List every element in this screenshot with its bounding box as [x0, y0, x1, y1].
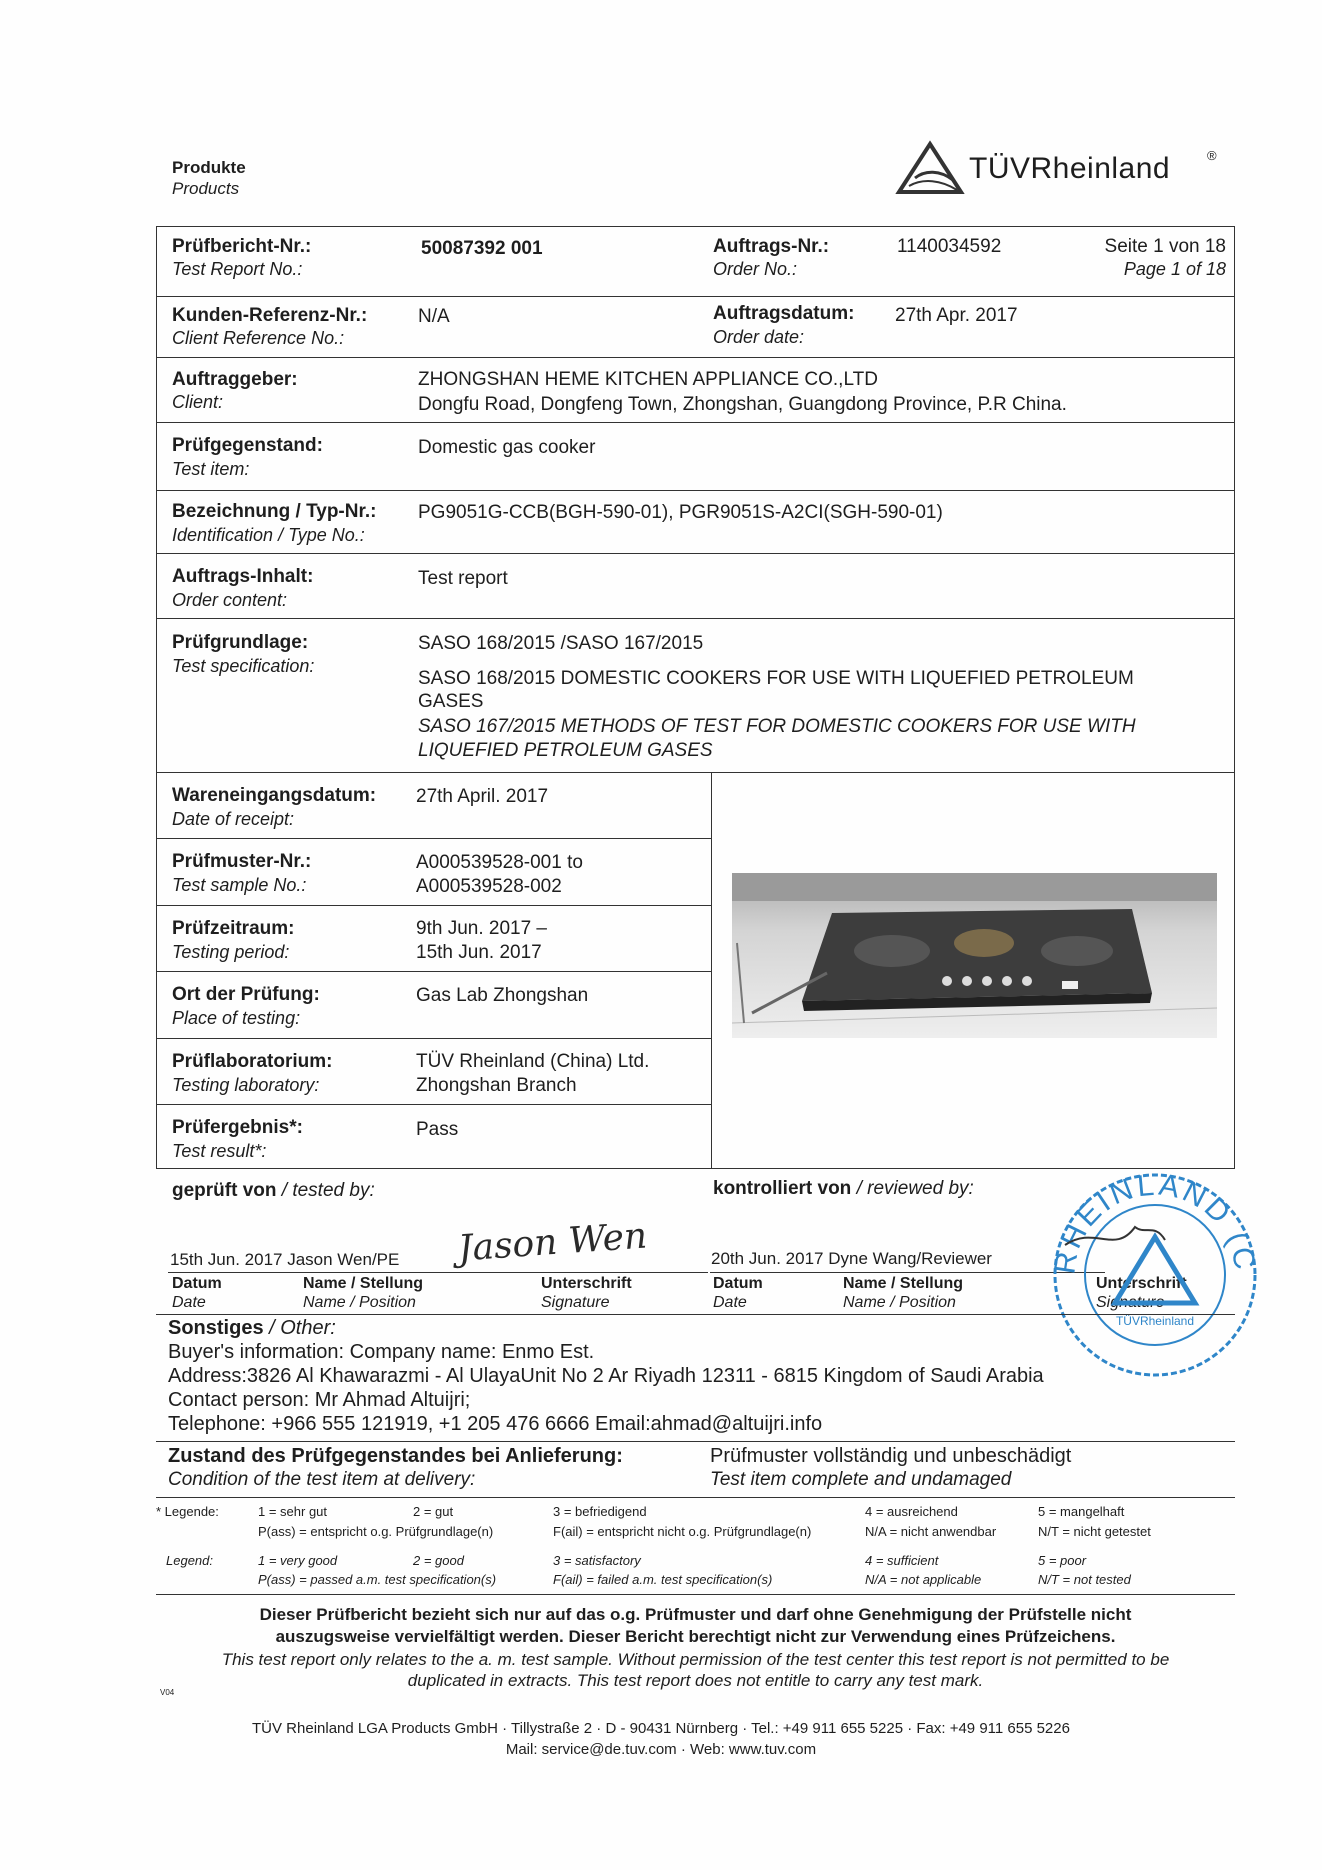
test-spec-label-en: Test specification: [172, 656, 315, 676]
test-spec-value: SASO 168/2015 /SASO 167/2015 [418, 633, 704, 654]
client-name: ZHONGSHAN HEME KITCHEN APPLIANCE CO.,LTD [418, 369, 878, 390]
section-title-de: Produkte [172, 158, 246, 177]
sample-no-line2: A000539528-002 [416, 876, 562, 897]
other-line2: Address:3826 Al Khawarazmi - Al UlayaUnit No 2 Ar Riyadh 12311 - 6815 Kingdom of Saudi Arabia [168, 1365, 1044, 1387]
stamp-ring-text: RHEINLAND (C [1048, 1168, 1262, 1277]
test-item-label-de: Prüfgegenstand: [172, 435, 323, 456]
place-value: Gas Lab Zhongshan [416, 985, 589, 1006]
order-no-label-en: Order No.: [713, 259, 798, 279]
other-line1: Buyer's information: Company name: Enmo Est. [168, 1341, 595, 1363]
test-spec-desc2: SASO 167/2015 METHODS OF TEST FOR DOMESTIC COOKERS FOR USE WITH [418, 716, 1136, 737]
identification-value: PG9051G-CCB(BGH-590-01), PGR9051S-A2CI(SGH-590-01) [418, 502, 943, 523]
legend-de-1: 1 = sehr gut [258, 1504, 328, 1519]
product-photo [732, 873, 1217, 1038]
stamp-inner-text: TÜVRheinland [1115, 1314, 1195, 1328]
report-no-label-en: Test Report No.: [172, 259, 303, 279]
legend-en-nt: N/T = not tested [1038, 1572, 1131, 1587]
legend-de-3: 3 = befriedigend [553, 1504, 647, 1519]
testing-period-line1: 9th Jun. 2017 – [416, 918, 547, 939]
legend-en-na: N/A = not applicable [865, 1572, 982, 1587]
order-no-label-de: Auftrags-Nr.: [713, 236, 830, 257]
order-date-value: 27th Apr. 2017 [895, 305, 1018, 326]
order-date-label-en: Order date: [713, 327, 805, 347]
order-content-label-de: Auftrags-Inhalt: [172, 566, 314, 587]
test-spec-desc2b: LIQUEFIED PETROLEUM GASES [418, 740, 713, 761]
legend-en-3: 3 = satisfactory [553, 1553, 641, 1568]
client-label-en: Client: [172, 392, 224, 412]
condition-value-de: Prüfmuster vollständig und unbeschädigt [710, 1445, 1072, 1467]
report-no-value: 50087392 001 [421, 238, 543, 259]
col-name-de-2: Name / Stellung [843, 1275, 964, 1292]
place-label-en: Place of testing: [172, 1008, 301, 1028]
test-item-value: Domestic gas cooker [418, 437, 596, 458]
result-label-de: Prüfergebnis*: [172, 1117, 303, 1138]
condition-label-de: Zustand des Prüfgegenstandes bei Anlieferung: [168, 1445, 623, 1467]
test-spec-desc1: SASO 168/2015 DOMESTIC COOKERS FOR USE WITH LIQUEFIED PETROLEUM [418, 668, 1134, 689]
legend-en-pass: P(ass) = passed a.m. test specification(s) [258, 1572, 497, 1587]
disclaimer-de-2: auszugsweise vervielfältigt werden. Dieser Bericht berechtigt nicht zur Verwendung eines Prüfzeichens. [275, 1627, 1116, 1646]
tested-by-heading: geprüft von / tested by: [172, 1180, 375, 1201]
logo-text: TÜVRheinland [969, 152, 1171, 185]
order-content-label-en: Order content: [172, 590, 288, 610]
legend-de-pass: P(ass) = entspricht o.g. Prüfgrundlage(n) [258, 1524, 494, 1539]
laboratory-label-en: Testing laboratory: [172, 1075, 320, 1095]
date-receipt-value: 27th April. 2017 [416, 786, 549, 807]
legend-en-4: 4 = sufficient [865, 1553, 939, 1568]
testing-period-line2: 15th Jun. 2017 [416, 942, 542, 963]
report-no-label-de: Prüfbericht-Nr.: [172, 236, 312, 257]
client-ref-value: N/A [418, 306, 450, 327]
version-code: V04 [160, 1688, 175, 1697]
col-name-en-2: Name / Position [843, 1294, 956, 1311]
client-address: Dongfu Road, Dongfeng Town, Zhongshan, Guangdong Province, P.R China. [418, 394, 1067, 415]
test-spec-desc1b: GASES [418, 691, 484, 712]
page-number-de: Seite 1 von 18 [1104, 236, 1226, 257]
legend-en-fail: F(ail) = failed a.m. test specification(s) [553, 1572, 773, 1587]
order-content-value: Test report [418, 568, 508, 589]
legend-en-5: 5 = poor [1038, 1553, 1087, 1568]
place-label-de: Ort der Prüfung: [172, 984, 320, 1005]
col-name-de: Name / Stellung [303, 1275, 424, 1292]
section-title-en: Products [172, 179, 240, 198]
laboratory-line2: Zhongshan Branch [416, 1075, 577, 1096]
legend-label-en: Legend: [166, 1553, 213, 1568]
legend-de-nt: N/T = nicht getestet [1038, 1524, 1151, 1539]
disclaimer-en-2: duplicated in extracts. This test report does not entitle to carry any test mark. [407, 1671, 984, 1690]
reviewed-by-line: 20th Jun. 2017 Dyne Wang/Reviewer [711, 1249, 992, 1268]
condition-label-en: Condition of the test item at delivery: [168, 1469, 476, 1490]
date-receipt-label-en: Date of receipt: [172, 809, 295, 829]
condition-value-en: Test item complete and undamaged [710, 1469, 1012, 1490]
test-spec-label-de: Prüfgrundlage: [172, 632, 309, 653]
tuv-logo [895, 140, 1225, 196]
col-signature-de-2: Unterschrift [1096, 1275, 1187, 1292]
tuv-triangle-icon [895, 140, 965, 196]
logo-registered-mark: ® [1207, 148, 1217, 163]
testing-period-label-de: Prüfzeitraum: [172, 918, 295, 939]
col-datum-de: Datum [172, 1275, 222, 1292]
footer-line2: Mail: service@de.tuv.com · Web: www.tuv.com [505, 1741, 817, 1758]
disclaimer-en-1: This test report only relates to the a. m. test sample. Without permission of the test center this test report is not permitted to be [221, 1650, 1170, 1669]
legend-de-5: 5 = mangelhaft [1038, 1504, 1125, 1519]
company-stamp [1045, 1165, 1265, 1385]
test-item-label-en: Test item: [172, 459, 250, 479]
client-ref-label-en: Client Reference No.: [172, 328, 345, 348]
legend-de-2: 2 = gut [413, 1504, 454, 1519]
svg-text:RHEINLAND (CHINA) LTD. [1045, 1165, 1262, 1276]
client-label-de: Auftraggeber: [172, 369, 298, 390]
col-signature-de: Unterschrift [541, 1275, 632, 1292]
testing-period-label-en: Testing period: [172, 942, 290, 962]
order-date-label-de: Auftragsdatum: [713, 303, 855, 324]
footer-line1: TÜV Rheinland LGA Products GmbH · Tillystraße 2 · D - 90431 Nürnberg · Tel.: +49 911 655 5225 · Fax: +49 911 655 5226 [252, 1720, 1070, 1737]
laboratory-line1: TÜV Rheinland (China) Ltd. [416, 1051, 650, 1072]
result-label-en: Test result*: [172, 1141, 267, 1161]
other-heading: Sonstiges / Other: [168, 1317, 336, 1339]
order-no-value: 1140034592 [897, 236, 1002, 257]
legend-en-1: 1 = very good [258, 1553, 338, 1568]
identification-label-de: Bezeichnung / Typ-Nr.: [172, 501, 377, 522]
legend-label-de: * Legende: [156, 1504, 219, 1519]
legend-de-na: N/A = nicht anwendbar [865, 1524, 997, 1539]
date-receipt-label-de: Wareneingangsdatum: [172, 785, 377, 806]
tested-by-line: 15th Jun. 2017 Jason Wen/PE [170, 1250, 400, 1269]
legend-de-fail: F(ail) = entspricht nicht o.g. Prüfgrundlage(n) [553, 1524, 812, 1539]
page-number-en: Page 1 of 18 [1123, 259, 1226, 279]
disclaimer-de-1: Dieser Prüfbericht bezieht sich nur auf das o.g. Prüfmuster und darf ohne Genehmigung der Prüfstelle nicht [259, 1605, 1132, 1624]
identification-label-en: Identification / Type No.: [172, 525, 365, 545]
other-line4: Telephone: +966 555 121919, +1 205 476 6666 Email:ahmad@altuijri.info [168, 1413, 823, 1435]
legend-de-4: 4 = ausreichend [865, 1504, 958, 1519]
result-value: Pass [416, 1119, 459, 1140]
tested-signature: Jason Wen [456, 1215, 649, 1270]
other-line3: Contact person: Mr Ahmad Altuijri; [168, 1389, 471, 1411]
sample-no-line1: A000539528-001 to [416, 852, 583, 873]
col-datum-de-2: Datum [713, 1275, 763, 1292]
col-date-en: Date [172, 1294, 206, 1311]
sample-no-label-en: Test sample No.: [172, 875, 307, 895]
col-signature-en-2: Signature [1096, 1294, 1165, 1311]
laboratory-label-de: Prüflaboratorium: [172, 1051, 333, 1072]
col-name-en: Name / Position [303, 1294, 416, 1311]
sample-no-label-de: Prüfmuster-Nr.: [172, 851, 312, 872]
col-signature-en: Signature [541, 1294, 610, 1311]
col-date-en-2: Date [713, 1294, 747, 1311]
client-ref-label-de: Kunden-Referenz-Nr.: [172, 305, 368, 326]
legend-en-2: 2 = good [413, 1553, 464, 1568]
reviewed-by-heading: kontrolliert von / reviewed by: [713, 1178, 974, 1199]
